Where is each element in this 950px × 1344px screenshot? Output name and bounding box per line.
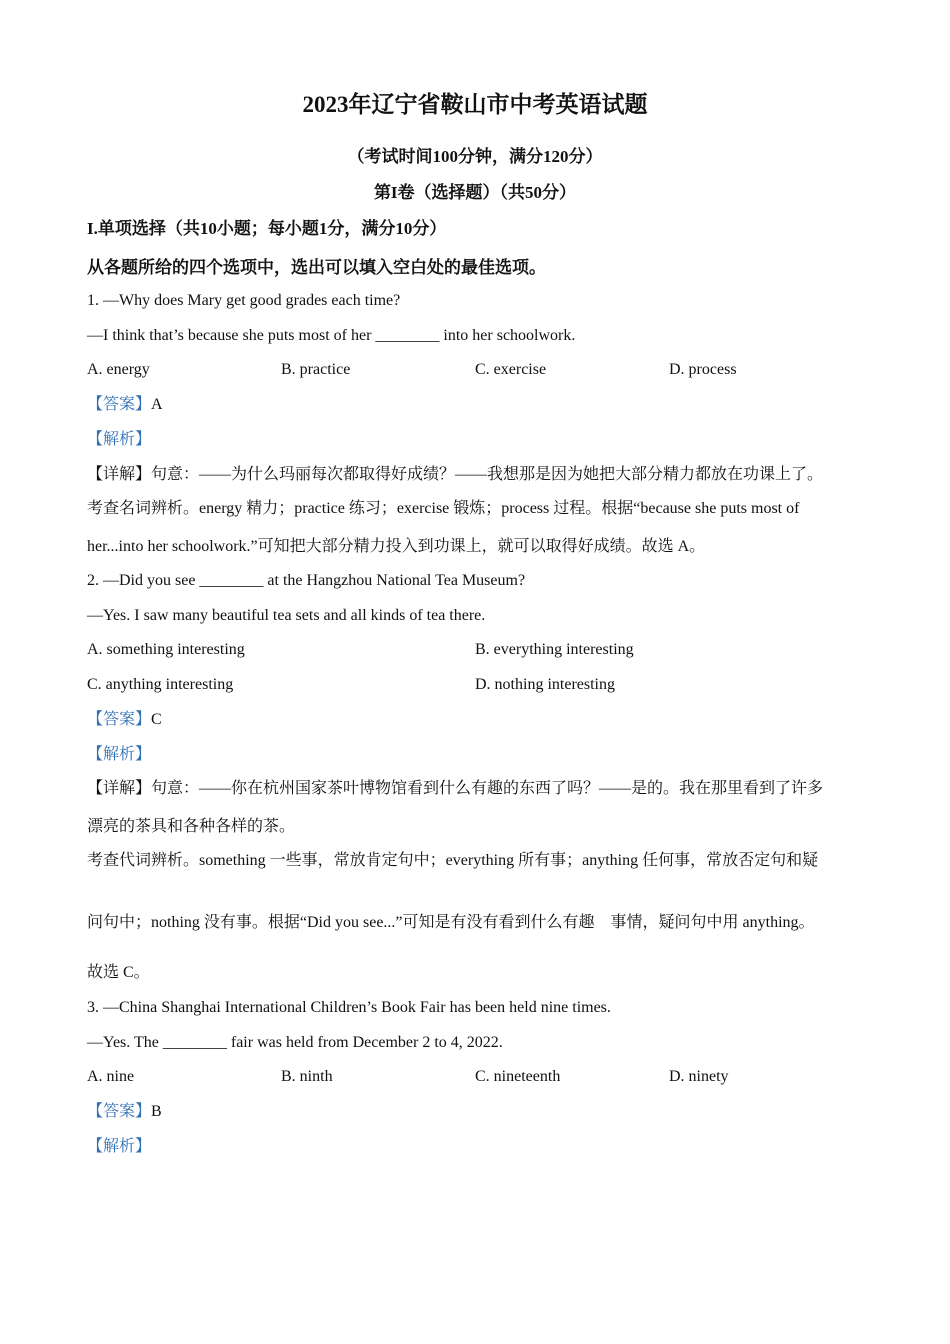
q3-option-a: A. nine — [87, 1068, 135, 1085]
detail-label: 【详解】 — [87, 780, 152, 797]
q1-detail-line1 — [87, 464, 823, 486]
q3-answer — [87, 1101, 162, 1123]
volume-heading: 第I卷（选择题）（共50分） — [373, 183, 577, 202]
q2-line2: —Yes. I saw many beautiful tea sets and all kinds of tea there. — [87, 607, 486, 624]
exam-info: （考试时间100分钟，满分120分） — [347, 147, 603, 166]
q1-option-b: B. practice — [281, 361, 351, 378]
q2-detail-text1: 句意：——你在杭州国家茶叶博物馆看到什么有趣的东西了吗？——是的。我在那里看到了许多 — [151, 780, 824, 797]
q2-detail-line3: 考查代词辨析。something 一些事，常放肯定句中；everything 所有事；anything 任何事，常放否定句和疑 — [87, 852, 819, 869]
answer-label: 【答案】 — [87, 1103, 152, 1120]
q1-detail-text1: 句意：——为什么玛丽每次都取得好成绩？——我想那是因为她把大部分精力都放在功课上了。 — [151, 466, 824, 483]
q3-analysis-label: 【解析】 — [87, 1138, 152, 1155]
page-title: 2023年辽宁省鞍山市中考英语试题 — [302, 92, 648, 117]
q2-detail-line2: 漂亮的茶具和各种各样的茶。 — [87, 818, 296, 835]
q1-line1: 1. —Why does Mary get good grades each time? — [87, 292, 401, 309]
q2-option-b: B. everything interesting — [475, 641, 634, 658]
answer-label: 【答案】 — [87, 711, 152, 728]
q1-answer-value: A — [151, 396, 163, 413]
q1-answer — [87, 394, 163, 416]
q2-analysis-label: 【解析】 — [87, 746, 152, 763]
q3-line2: —Yes. The ________ fair was held from December 2 to 4, 2022. — [87, 1034, 503, 1051]
detail-label: 【详解】 — [87, 466, 152, 483]
q3-line1: 3. —China Shanghai International Children’s Book Fair has been held nine times. — [87, 999, 611, 1016]
q2-answer-value: C — [151, 711, 162, 728]
q1-analysis-label: 【解析】 — [87, 431, 152, 448]
q1-detail-line3: her...into her schoolwork.”可知把大部分精力投入到功课上，就可以取得好成绩。故选 A。 — [87, 538, 706, 555]
q3-option-d: D. ninety — [669, 1068, 729, 1085]
q2-option-c: C. anything interesting — [87, 676, 234, 693]
q2-detail-line4: 问句中；nothing 没有事。根据“Did you see...”可知是有没有看到什么有趣 事情，疑问句中用 anything。 — [87, 914, 815, 931]
q2-option-a: A. something interesting — [87, 641, 245, 658]
answer-label: 【答案】 — [87, 396, 152, 413]
section-heading: I.单项选择（共10小题；每小题1分，满分10分） — [87, 219, 447, 238]
q2-answer — [87, 709, 162, 731]
q1-detail-line2: 考查名词辨析。energy 精力；practice 练习；exercise 锻炼；process 过程。根据“because she puts most of — [87, 500, 800, 517]
q2-detail-line5: 故选 C。 — [87, 964, 150, 981]
q1-option-c: C. exercise — [475, 361, 547, 378]
q1-option-d: D. process — [669, 361, 737, 378]
q1-option-a: A. energy — [87, 361, 150, 378]
q2-option-d: D. nothing interesting — [475, 676, 615, 693]
q2-detail-line1 — [87, 778, 823, 800]
q2-line1: 2. —Did you see ________ at the Hangzhou National Tea Museum? — [87, 572, 526, 589]
q3-option-b: B. ninth — [281, 1068, 333, 1085]
q3-option-c: C. nineteenth — [475, 1068, 561, 1085]
section-instruction: 从各题所给的四个选项中，选出可以填入空白处的最佳选项。 — [87, 258, 546, 277]
q1-line2: —I think that’s because she puts most of her ________ into her schoolwork. — [87, 327, 576, 344]
q3-answer-value: B — [151, 1103, 162, 1120]
